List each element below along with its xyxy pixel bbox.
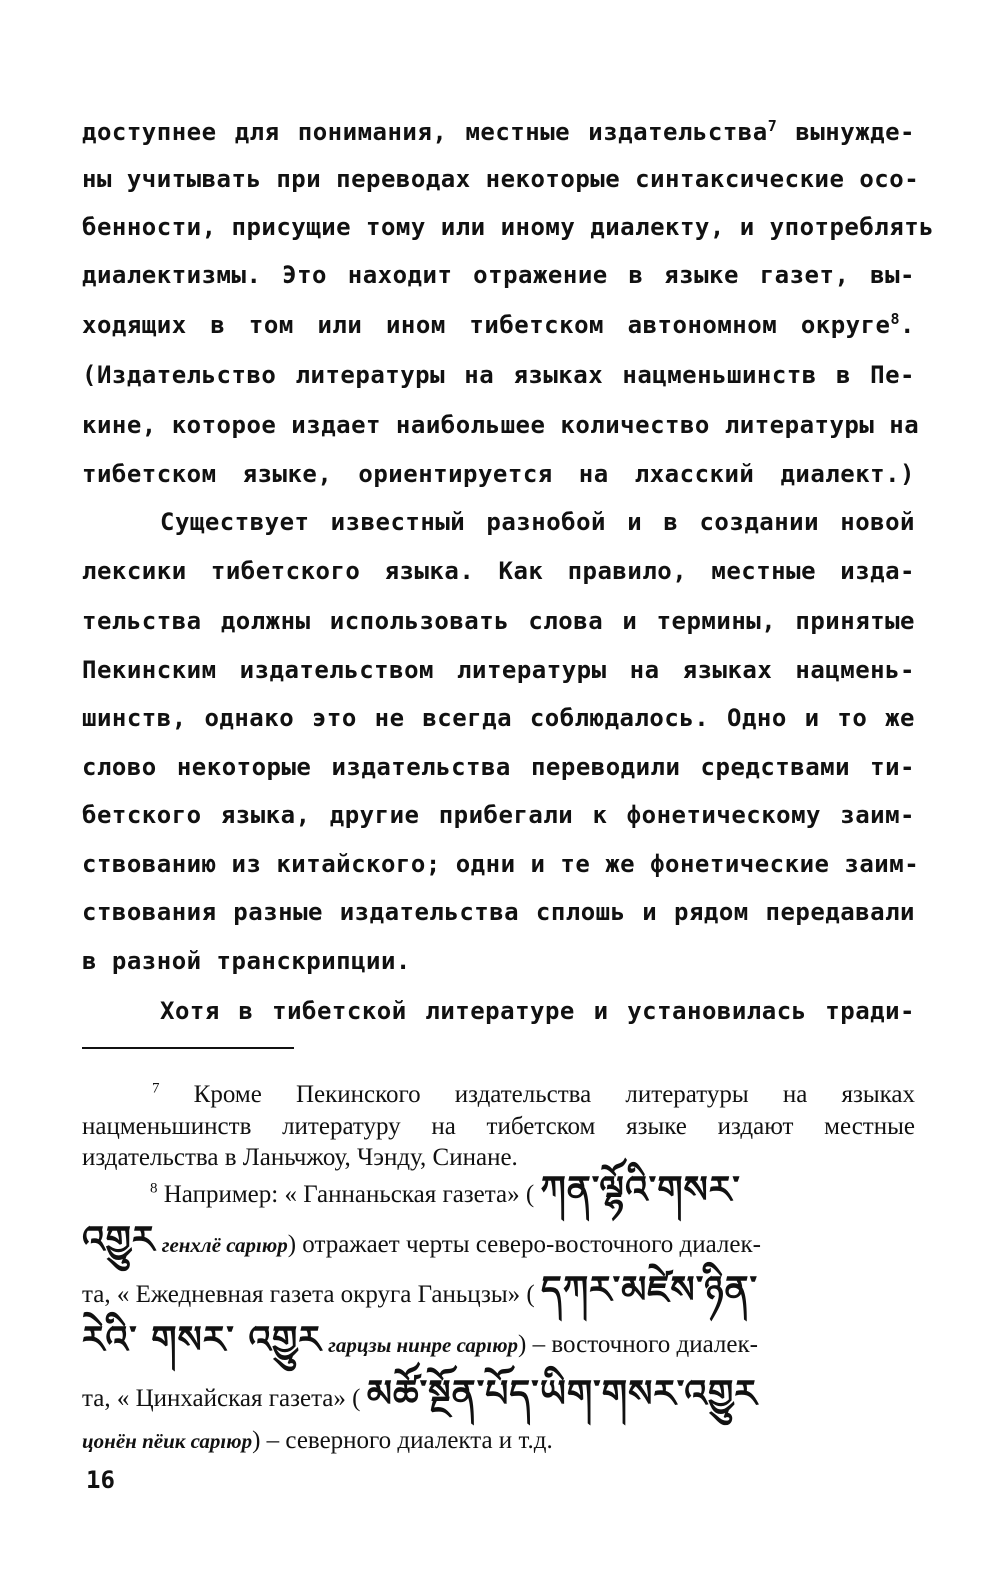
body-line: ствованию из китайского; одни и те же фонетические заим- <box>82 850 920 878</box>
footnote-7-line <box>82 1080 915 1110</box>
body-line: в разной транскрипции. <box>82 947 411 975</box>
text-span: вынужде- <box>777 118 916 146</box>
body-line: тибетском языке, ориентируется на лхасский диалект.) <box>82 460 915 488</box>
body-line: кине, которое издает наибольшее количество литературы на <box>82 411 920 439</box>
footnote-8-line <box>82 1318 915 1362</box>
text-span: ) отражает черты северо-восточного диалек- <box>287 1231 761 1258</box>
footnote-8-line <box>82 1372 915 1416</box>
body-line: лексики тибетского языка. Как правило, местные изда- <box>82 557 915 585</box>
body-line: Существует известный разнобой и в создании новой <box>160 508 915 536</box>
transcription: цонён пёик сарıюр <box>82 1429 253 1453</box>
body-line: (Издательство литературы на языках нацменьшинств в Пе- <box>82 361 915 389</box>
text-span: ) – восточного диалек- <box>518 1331 758 1358</box>
footnote-number: 7 <box>152 1080 160 1097</box>
transcription: генхлё сарıюр <box>161 1233 288 1257</box>
tibetan-script: དཀར་མཛེས་ཉིན་ <box>540 1268 759 1312</box>
footnote-8-line <box>82 1268 915 1312</box>
body-line: Хотя в тибетской литературе и установилась тради- <box>160 997 915 1025</box>
body-line: диалектизмы. Это находит отражение в языке газет, вы- <box>82 261 915 289</box>
tibetan-script: རེའི་ གསར་ འགྱུར <box>82 1318 322 1362</box>
body-line <box>82 117 915 147</box>
body-line: бетского языка, другие прибегали к фонетическому заим- <box>82 801 915 829</box>
footnote-ref-8: 8 <box>890 310 901 328</box>
text-span: Например: « Ганнаньская газета» ( <box>163 1181 535 1208</box>
body-line: ствования разные издательства сплошь и рядом передавали <box>82 898 915 926</box>
body-line: слово некоторые издательства переводили средствами ти- <box>82 753 915 781</box>
text-span: та, « Цинхайская газета» ( <box>82 1385 361 1412</box>
page-number: 16 <box>86 1466 115 1494</box>
tibetan-script: ཀན་ལྷོའི་གསར་ <box>540 1168 741 1212</box>
transcription: гарцзы нинре сарıюр <box>328 1333 519 1357</box>
footnote-7-line: издательства в Ланьчжоу, Чэнду, Синане. <box>82 1144 518 1171</box>
text-span: ) – северного диалекта и т.д. <box>252 1427 553 1454</box>
text-span: ходящих в том или ином тибетском автономном округе <box>82 311 891 339</box>
footnote-separator <box>82 1047 294 1049</box>
body-line: Пекинским издательством литературы на языках нацмень- <box>82 656 915 684</box>
body-line: ны учитывать при переводах некоторые синтаксические осо- <box>82 165 920 193</box>
footnote-8-line <box>82 1218 915 1262</box>
text-span: та, « Ежедневная газета округа Ганьцзы» ( <box>82 1281 535 1308</box>
footnote-8-line <box>82 1426 915 1456</box>
text-span: Кроме Пекинского издательства литературы на языках <box>193 1081 915 1108</box>
footnote-8-line <box>150 1168 915 1212</box>
body-line: бенности, присущие тому или иному диалекту, и употреблять <box>82 213 935 241</box>
body-line: тельства должны использовать слова и термины, принятые <box>82 607 915 635</box>
tibetan-script: མཚོ་སྔོན་པོད་ཡིག་གསར་འགྱུར <box>366 1372 758 1416</box>
footnote-ref-7: 7 <box>767 117 778 135</box>
body-line <box>82 310 915 340</box>
text-span: доступнее для понимания, местные издательства <box>82 118 768 146</box>
tibetan-script: འགྱུར <box>82 1218 156 1262</box>
footnote-number: 8 <box>150 1180 158 1197</box>
footnote-7-line: нацменьшинств литературу на тибетском языке издают местные <box>82 1113 915 1140</box>
body-line: шинств, однако это не всегда соблюдалось. Одно и то же <box>82 704 915 732</box>
text-span: . <box>900 311 915 339</box>
